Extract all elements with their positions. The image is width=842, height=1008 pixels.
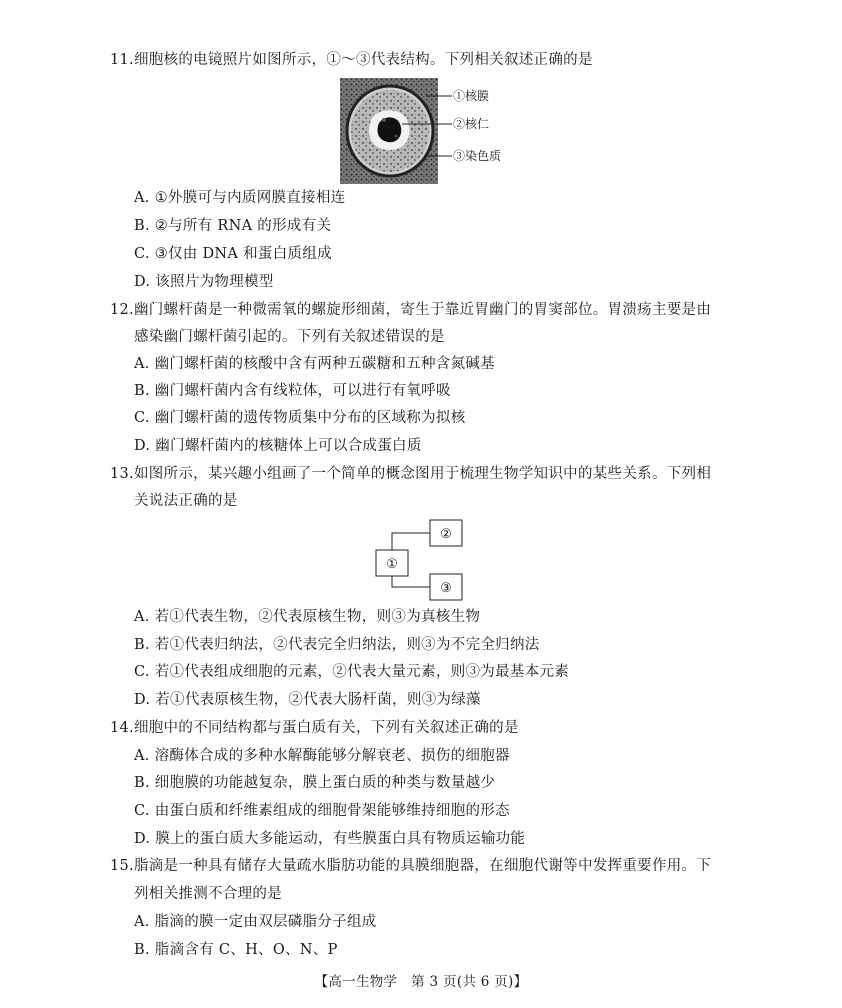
- concept-label-2: ②: [440, 527, 452, 542]
- q15-option-b: B. 脂滴含有 C、H、O、N、P: [134, 942, 338, 958]
- q13-stem-line-1: 13.如图所示，某兴趣小组画了一个简单的概念图用于梳理生物学知识中的某些关系。下列相: [110, 466, 712, 482]
- q14-option-c: C. 由蛋白质和纤维素组成的细胞骨架能够维持细胞的形态: [134, 803, 510, 819]
- page-footer: 【高一生物学 第 3 页(共 6 页)】: [314, 974, 528, 990]
- connector-to-box-3: [392, 576, 430, 587]
- label-nuclear-membrane: ①核膜: [453, 89, 490, 103]
- q13-option-c: C. 若①代表组成细胞的元素，②代表大量元素，则③为最基本元素: [134, 664, 570, 680]
- q14-option-b: B. 细胞膜的功能越复杂，膜上蛋白质的种类与数量越少: [134, 775, 496, 791]
- q12-option-b: B. 幽门螺杆菌内含有线粒体，可以进行有氧呼吸: [134, 383, 451, 399]
- q14-option-d: D. 膜上的蛋白质大多能运动，有些膜蛋白具有物质运输功能: [134, 831, 526, 847]
- q13-option-d: D. 若①代表原核生物，②代表大肠杆菌，则③为绿藻: [134, 692, 481, 708]
- q12-option-a: A. 幽门螺杆菌的核酸中含有两种五碳糖和五种含氮碱基: [134, 356, 495, 372]
- concept-label-3: ③: [440, 581, 452, 596]
- nucleolus: [377, 117, 401, 142]
- q12-option-d: D. 幽门螺杆菌内的核糖体上可以合成蛋白质: [134, 438, 422, 454]
- q12-stem-line-1: 12.幽门螺杆菌是一种微需氧的螺旋形细菌，寄生于靠近胃幽门的胃窦部位。胃溃疡主要是由: [110, 302, 712, 318]
- label-nucleolus: ②核仁: [453, 117, 490, 131]
- q15-option-a: A. 脂滴的膜一定由双层磷脂分子组成: [134, 914, 377, 930]
- q13-option-a: A. 若①代表生物，②代表原核生物，则③为真核生物: [134, 609, 481, 625]
- q15-stem-line-1: 15.脂滴是一种具有储存大量疏水脂肪功能的具膜细胞器，在细胞代谢等中发挥重要作用。下: [110, 858, 712, 874]
- q14-option-a: A. 溶酶体合成的多种水解酶能够分解衰老、损伤的细胞器: [134, 748, 510, 764]
- q11-stem: 11.细胞核的电镜照片如图所示，①～③代表结构。下列相关叙述正确的是: [110, 52, 593, 68]
- q13-option-b: B. 若①代表归纳法，②代表完全归纳法，则③为不完全归纳法: [134, 637, 540, 653]
- nucleus-micrograph: [340, 78, 540, 184]
- q12-stem-line-2: 感染幽门螺杆菌引起的。下列有关叙述错误的是: [134, 329, 445, 345]
- connector-to-box-2: [392, 533, 430, 550]
- q11-option-b: B. ②与所有 RNA 的形成有关: [134, 218, 332, 234]
- q11-option-d: D. 该照片为物理模型: [134, 274, 274, 290]
- concept-map: [372, 518, 472, 602]
- q13-stem-line-2: 关说法正确的是: [134, 493, 238, 509]
- concept-label-1: ①: [386, 557, 398, 572]
- q11-option-c: C. ③仅由 DNA 和蛋白质组成: [134, 246, 332, 262]
- q15-stem-line-2: 列相关推测不合理的是: [134, 886, 282, 902]
- q14-stem: 14.细胞中的不同结构都与蛋白质有关，下列有关叙述正确的是: [110, 720, 519, 736]
- q12-option-c: C. 幽门螺杆菌的遗传物质集中分布的区域称为拟核: [134, 410, 466, 426]
- q11-option-a: A. ①外膜可与内质网膜直接相连: [134, 190, 346, 206]
- label-chromatin: ③染色质: [453, 149, 502, 163]
